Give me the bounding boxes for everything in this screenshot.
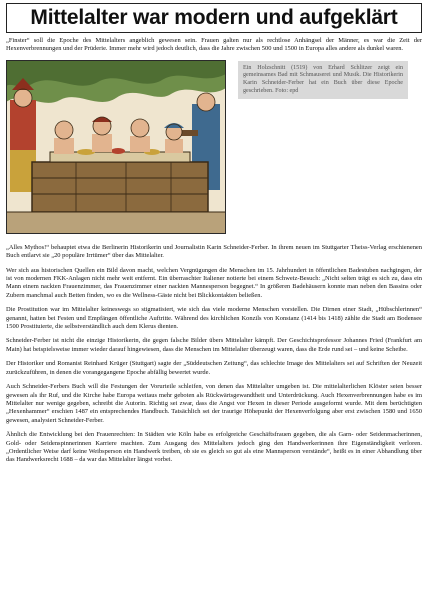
article-title: Mittelalter war modern und aufgeklärt (6, 3, 422, 33)
woodcut-image (6, 60, 226, 234)
figure-row (6, 60, 422, 236)
image-caption: Ein Holzschnitt (1519) von Erhard Schlitzer zeigt ein gemeinsames Bad mit Schmauserei und Musik. Die Historikerin Karin Schneider-Ferber hat ein Buch über diese Epoche geschrieben. Foto: epd (238, 61, 408, 99)
article-paragraph: Die Prostitution war im Mittelalter keineswegs so stigmatisiert, wie sich das viele moderne Menschen vorstellen. Die Dirnen einer Stadt, „Hübschlerinnen“ genannt, hatten bei Festen und Empfängen öffentliche Auftritte. Während des kirchlichen Konzils von Konstanz (1414 bis 1418) zählte die Stadt am Bodensee 1500 Prostituierte, die selbstverständlich auch dem Klerus dienten. (6, 306, 422, 331)
article-intro: „Finster“ soll die Epoche des Mittelalters angeblich gewesen sein. Frauen galten nur als rechtlose Anhängsel der Männer, es war die Zeit der Hexenverbrennungen und der Prüderie. Immer mehr wird jedoch deutlich, dass die Jahre zwischen 500 und 1500 in Europa alles andere als dunkel waren. (6, 37, 422, 53)
article-paragraph: Auch Schneider-Ferbers Buch will die Festungen der Vorurteile schleifen, von denen das Mittelalter umgeben ist. Die mittelalterlichen Klöster seien besser gewesen als ihr Ruf, und die Kirche habe Europa weitaus mehr geboten als Rückwärtsgewandtheit und Unterdrückung. Auch Hexenverbrennungen habe es im Mittelalter nur wenige gegeben, schreibt die Autorin. Richtig sei zwar, dass die Angst vor Hexen in dieser Periode ausgeformt wurde. Mit dem berüchtigten „Hexenhammer“ erschien 1487 ein entsprechendes Handbuch. Tatsächlich sei der traurige Höhepunkt der Hexenverfolgung aber erst zwischen 1580 und 1650 gewesen, analysiert Schneider-Ferber. (6, 383, 422, 424)
article-paragraph: Der Historiker und Romanist Reinhard Krüger (Stuttgart) sagte der „Süddeutschen Zeitung“, das schlechte Image des Mittelalters sei auf Schriften der Neuzeit zurückzuführen, in denen die vorangegangene Epoche abfällig bewertet wurde. (6, 360, 422, 376)
article-paragraph: Wer sich aus historischen Quellen ein Bild davon macht, welchen Vergnügungen die Menschen im 15. Jahrhundert in öffentlichen Badestuben nachgingen, der ist von modernen FKK-Anlagen nicht mehr weit entfernt. Ein überraschter Italiener notierte bei einem Schweiz-Besuch: „Nicht selten trägt es sich zu, dass ein Mann einem nackten Frauenzimmer, das Frauenzimmer einer nackten Mannesperson begegnet.“ In größeren Badehäusern konnte man neben den Bassins oder Zubern manchmal auch Betten finden, wo es die Wellness-Gäste nicht bei Blickkontakten beließen. (6, 266, 422, 299)
article-paragraph: Ähnlich die Entwicklung bei den Frauenrechten: In Städten wie Köln habe es erfolgreiche Geschäftsfrauen gegeben, die als Garn- oder Seidenmacherinnen, Gold- oder Seidenspinnerinnen Karriere machten. Zum Ausgang des Mittelalters jedoch ging den Handwerkerinnen ihre Eigenständigkeit verloren. „Ordentlicher Weise darf keine Weibsperson ein Handwerk treiben, ob sie es gleich so gut als eine Mannsperson verstände“, heißt es in einer Abhandlung über das Handwerksrecht 1688 – da war das Mittelalter längst vorbei. (6, 431, 422, 464)
article-paragraph: „Alles Mythos!“ behauptet etwa die Berlinerin Historikerin und Journalistin Karin Schneider-Ferber. In ihrem neuen im Stuttgarter Theiss-Verlag erschienenen Buch entlarvt sie „20 populäre Irrtümer“ über das Mittelalter. (6, 243, 422, 260)
article-paragraph: Schneider-Ferber ist nicht die einzige Historikerin, die gegen falsche Bilder übers Mittelalter kämpft. Der Geschichtsprofessor Johannes Fried (Frankfurt am Main) hat beispielsweise immer wieder darauf hingewiesen, dass die Menschen im Mittelalter überzeugt waren, dass die Erde rund sei – und keine Scheibe. (6, 337, 422, 353)
